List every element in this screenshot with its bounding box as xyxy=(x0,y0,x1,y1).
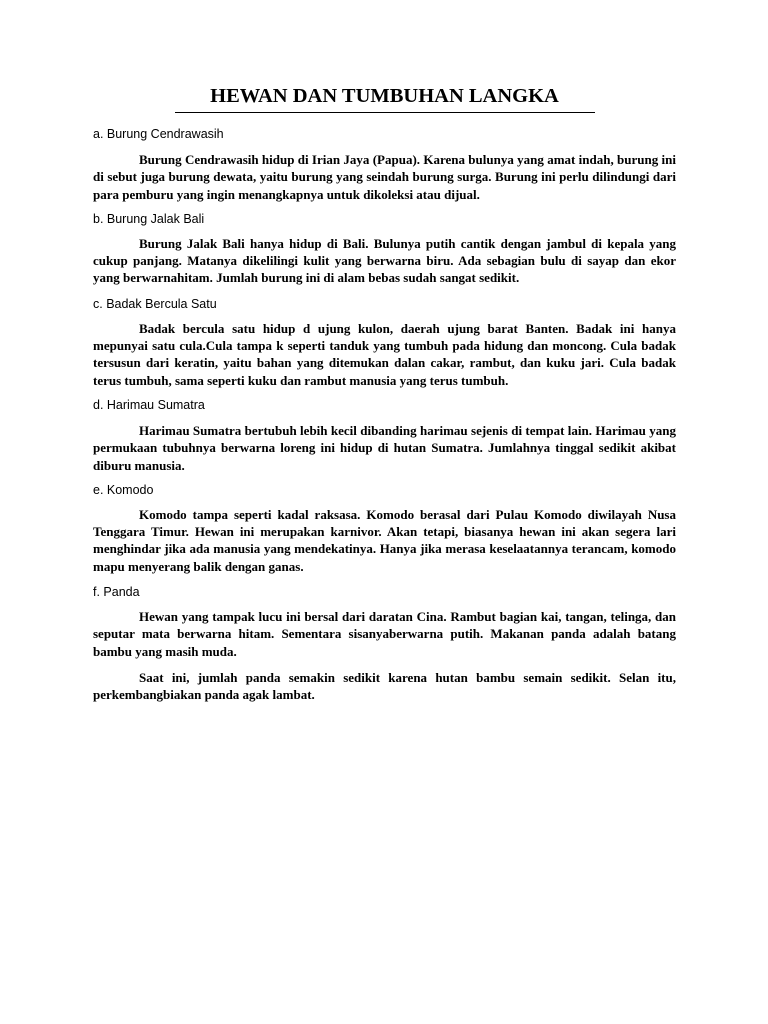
section-harimau-sumatra xyxy=(93,397,676,474)
section-heading: e. Komodo xyxy=(93,482,154,497)
section-paragraph: Hewan yang tampak lucu ini bersal dari daratan Cina. Rambut bagian kai, tangan, telinga, dan seputar mata berwarna hitam. Sementara sisanyaberwarna putih. Makanan panda adalah batang bambu yang masih muda. xyxy=(93,609,676,659)
section-paragraph: Burung Jalak Bali hanya hidup di Bali. Bulunya putih cantik dengan jambul di kepala yang cukup panjang. Matanya dikelilingi kulit yang berwarna biru. Ada sebagian bulu di sayap dan ekor yang berwarnahitam. Jumlah burung ini di alam bebas sudah sangat sedikit. xyxy=(93,235,676,286)
section-komodo xyxy=(93,482,676,575)
section-badak-bercula-satu xyxy=(93,296,676,389)
document-page xyxy=(93,82,676,704)
section-panda xyxy=(93,584,676,703)
section-heading: d. Harimau Sumatra xyxy=(93,397,205,412)
section-paragraph: Burung Cendrawasih hidup di Irian Jaya (Papua). Karena bulunya yang amat indah, burung ini di sebut juga burung dewata, yaitu burung yang seindah burung surga. Burung ini perlu dilindungi dari para pemburu yang ingin menangkapnya untuk dikoleksi atau dijual. xyxy=(93,152,676,202)
section-paragraph: Harimau Sumatra bertubuh lebih kecil dibanding harimau sejenis di tempat lain. Harimau yang permukaan tubuhnya berwarna loreng ini hidup di hutan Sumatra. Jumlahnya tinggal sedikit akibat diburu manusia. xyxy=(93,422,676,473)
section-heading: f. Panda xyxy=(93,585,140,600)
section-paragraph: Badak bercula satu hidup d ujung kulon, daerah ujung barat Banten. Badak ini hanya mepunyai satu cula.Cula tampa k seperti tanduk yang tumbuh pada hidung dan moncong. Cula badak tersusun dari keratin, yaitu bahan yang ditemukan dalan cakar, rambut, dan kuku jari. Cula badak terus tumbuh, sama seperti kuku dan rambut manusia yang terus tumbuh. xyxy=(93,320,676,388)
section-paragraph-2: Saat ini, jumlah panda semakin sedikit karena hutan bambu semain sedikit. Selan itu, perkembangbiakan panda agak lambat. xyxy=(93,669,676,703)
section-heading: c. Badak Bercula Satu xyxy=(93,296,217,311)
section-paragraph: Komodo tampa seperti kadal raksasa. Komodo berasal dari Pulau Komodo diwilayah Nusa Tenggara Timur. Hewan ini merupakan karnivor. Akan tetapi, biasanya hewan ini akan segera lari menghindar jika ada manusia yang mendekatinya. Hanya jika merasa keselaatannya terancam, komodo mapu menyerang balik dengan ganas. xyxy=(93,506,676,574)
document-title: HEWAN DAN TUMBUHAN LANGKA xyxy=(210,85,559,107)
section-heading: b. Burung Jalak Bali xyxy=(93,211,205,226)
section-burung-cendrawasih xyxy=(93,126,676,203)
section-burung-jalak-bali xyxy=(93,211,676,287)
section-heading: a. Burung Cendrawasih xyxy=(93,127,224,141)
title-underline xyxy=(175,112,595,113)
